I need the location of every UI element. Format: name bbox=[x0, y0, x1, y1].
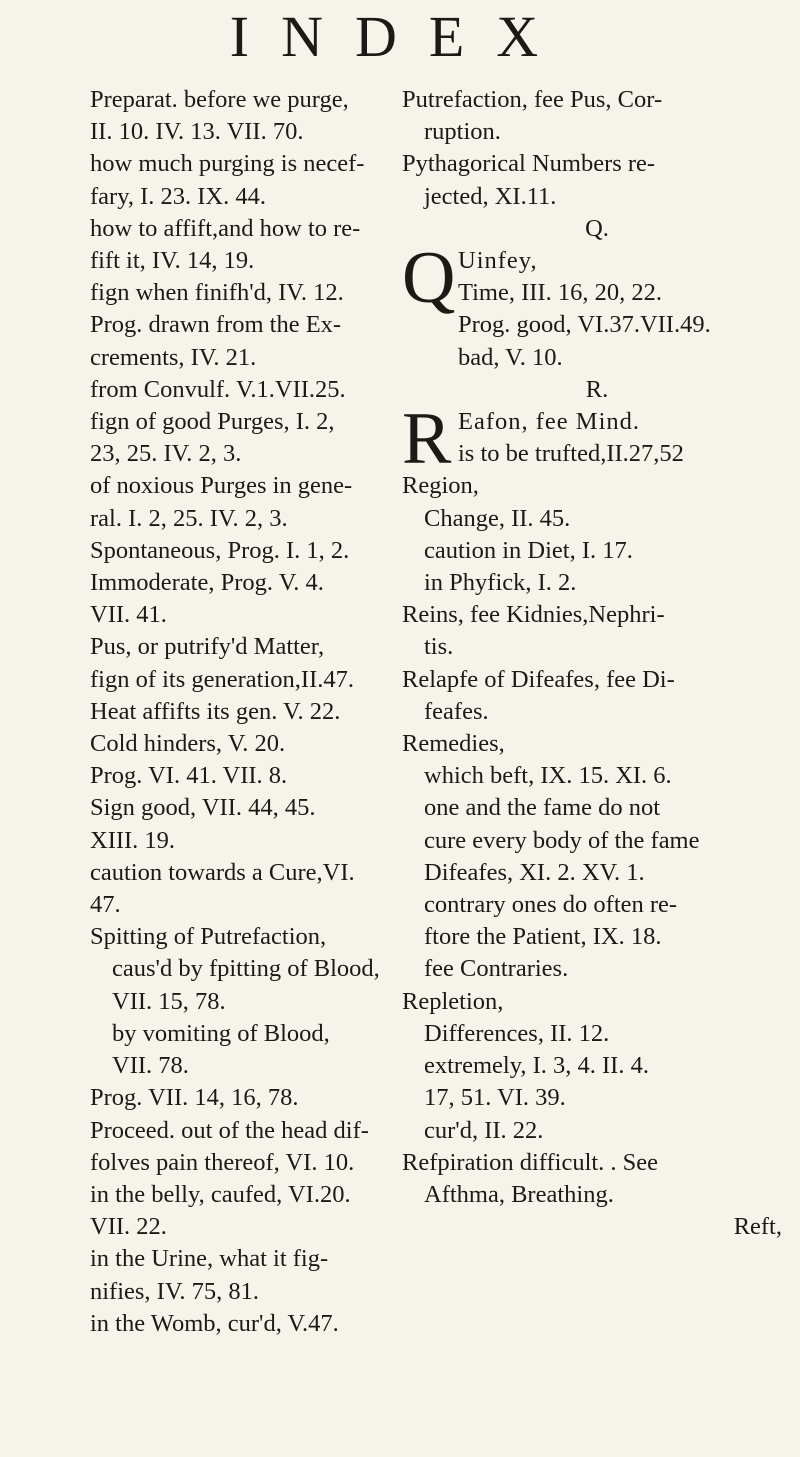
index-line: Relapfe of Difeafes, fee Di- bbox=[402, 665, 675, 693]
index-line: in the Urine, what it fig- bbox=[90, 1245, 329, 1273]
index-line: ruption. bbox=[424, 118, 501, 146]
index-line: Spontaneous, Prog. I. 1, 2. bbox=[90, 536, 350, 564]
index-line: Sign good, VII. 44, 45. bbox=[90, 794, 316, 822]
index-line: cur'd, II. 22. bbox=[424, 1116, 544, 1144]
catchword: Reft, bbox=[733, 1213, 782, 1241]
index-line: in the Womb, cur'd, V.47. bbox=[90, 1309, 339, 1337]
left-column bbox=[90, 84, 445, 1340]
index-line: which beft, IX. 15. XI. 6. bbox=[424, 762, 672, 790]
index-line: Putrefaction, fee Pus, Cor- bbox=[402, 86, 663, 113]
page-title: INDEX bbox=[229, 4, 571, 69]
index-line: Change, II. 45. bbox=[424, 504, 571, 532]
index-line: VII. 22. bbox=[90, 1213, 167, 1241]
r-entry-block bbox=[402, 398, 792, 481]
index-line: fary, I. 23. IX. 44. bbox=[90, 182, 266, 210]
index-line: II. 10. IV. 13. VII. 70. bbox=[90, 118, 304, 146]
index-line: feafes. bbox=[424, 697, 489, 725]
index-line: ftore the Patient, IX. 18. bbox=[424, 923, 662, 951]
index-line: in Phyfick, I. 2. bbox=[424, 569, 577, 597]
index-line: Reins, fee Kidnies,Nephri- bbox=[402, 601, 665, 629]
index-line: 23, 25. IV. 2, 3. bbox=[90, 440, 242, 468]
index-line: Preparat. before we purge, bbox=[90, 86, 349, 113]
index-line: Prog. drawn from the Ex- bbox=[90, 311, 342, 339]
index-line: how to affift,and how to re- bbox=[90, 214, 361, 242]
index-line: Repletion, bbox=[402, 987, 504, 1015]
index-line: Pythagorical Numbers re- bbox=[402, 150, 656, 178]
q-entry-block bbox=[402, 237, 792, 374]
index-line: fee Contraries. bbox=[424, 955, 569, 983]
index-line: Differences, II. 12. bbox=[424, 1019, 610, 1047]
index-line: VII. 41. bbox=[90, 601, 167, 629]
index-line: by vomiting of Blood, bbox=[112, 1019, 330, 1047]
index-line: Pus, or putrify'd Matter, bbox=[90, 633, 325, 661]
index-line: fign when finifh'd, IV. 12. bbox=[90, 279, 344, 307]
index-line: Immoderate, Prog. V. 4. bbox=[90, 569, 324, 597]
index-line: of noxious Purges in gene- bbox=[90, 472, 353, 500]
letter-heading-r: R. bbox=[585, 375, 609, 403]
index-line: Eafon, fee Mind. bbox=[458, 408, 640, 436]
index-line: Prog. VI. 41. VII. 8. bbox=[90, 762, 288, 790]
dropcap-r: R bbox=[402, 398, 452, 481]
index-line: Region, bbox=[402, 472, 479, 500]
index-line: 17, 51. VI. 39. bbox=[424, 1084, 566, 1112]
index-line: Prog. good, VI.37.VII.49. bbox=[458, 311, 711, 339]
index-line: tis. bbox=[424, 633, 454, 661]
index-line: bad, V. 10. bbox=[458, 343, 563, 371]
index-line: crements, IV. 21. bbox=[90, 343, 257, 371]
index-line: caution towards a Cure,VI. bbox=[90, 858, 355, 886]
index-line: 47. bbox=[90, 891, 121, 919]
index-line: nifies, IV. 75, 81. bbox=[90, 1277, 259, 1305]
index-line: Prog. VII. 14, 16, 78. bbox=[90, 1084, 299, 1112]
index-line: how much purging is necef- bbox=[90, 150, 365, 178]
index-line: Proceed. out of the head dif- bbox=[90, 1116, 369, 1144]
dropcap-q: Q bbox=[402, 237, 456, 320]
right-column bbox=[402, 84, 792, 1243]
index-line: Cold hinders, V. 20. bbox=[90, 730, 286, 758]
index-line: caution in Diet, I. 17. bbox=[424, 536, 633, 564]
index-line: Uinfey, bbox=[458, 247, 538, 275]
index-line: Afthma, Breathing. bbox=[424, 1180, 614, 1208]
index-line: fign of good Purges, I. 2, bbox=[90, 408, 335, 436]
index-line: jected, XI.11. bbox=[424, 182, 557, 210]
index-line: VII. 15, 78. bbox=[112, 987, 226, 1015]
index-line: Refpiration difficult. . See bbox=[402, 1148, 659, 1176]
index-line: Heat affifts its gen. V. 22. bbox=[90, 697, 341, 725]
index-line: contrary ones do often re- bbox=[424, 891, 678, 919]
index-line: Difeafes, XI. 2. XV. 1. bbox=[424, 858, 645, 886]
index-line: Time, III. 16, 20, 22. bbox=[458, 279, 662, 307]
index-line: VII. 78. bbox=[112, 1052, 189, 1080]
index-line: in the belly, caufed, VI.20. bbox=[90, 1180, 351, 1208]
index-line: Spitting of Putrefaction, bbox=[90, 923, 327, 951]
index-line: fift it, IV. 14, 19. bbox=[90, 247, 255, 275]
index-line: cure every body of the fame bbox=[424, 826, 700, 854]
index-line: Remedies, bbox=[402, 730, 505, 758]
index-line: caus'd by fpitting of Blood, bbox=[112, 955, 380, 983]
index-line: XIII. 19. bbox=[90, 826, 176, 854]
index-line: fign of its generation,II.47. bbox=[90, 665, 354, 693]
index-line: ral. I. 2, 25. IV. 2, 3. bbox=[90, 504, 288, 532]
index-line: one and the fame do not bbox=[424, 794, 661, 822]
index-line: is to be trufted,II.27,52 bbox=[458, 440, 684, 468]
index-line: folves pain thereof, VI. 10. bbox=[90, 1148, 355, 1176]
index-line: from Convulf. V.1.VII.25. bbox=[90, 375, 346, 403]
letter-heading-q: Q. bbox=[585, 214, 609, 242]
index-line: extremely, I. 3, 4. II. 4. bbox=[424, 1052, 649, 1080]
